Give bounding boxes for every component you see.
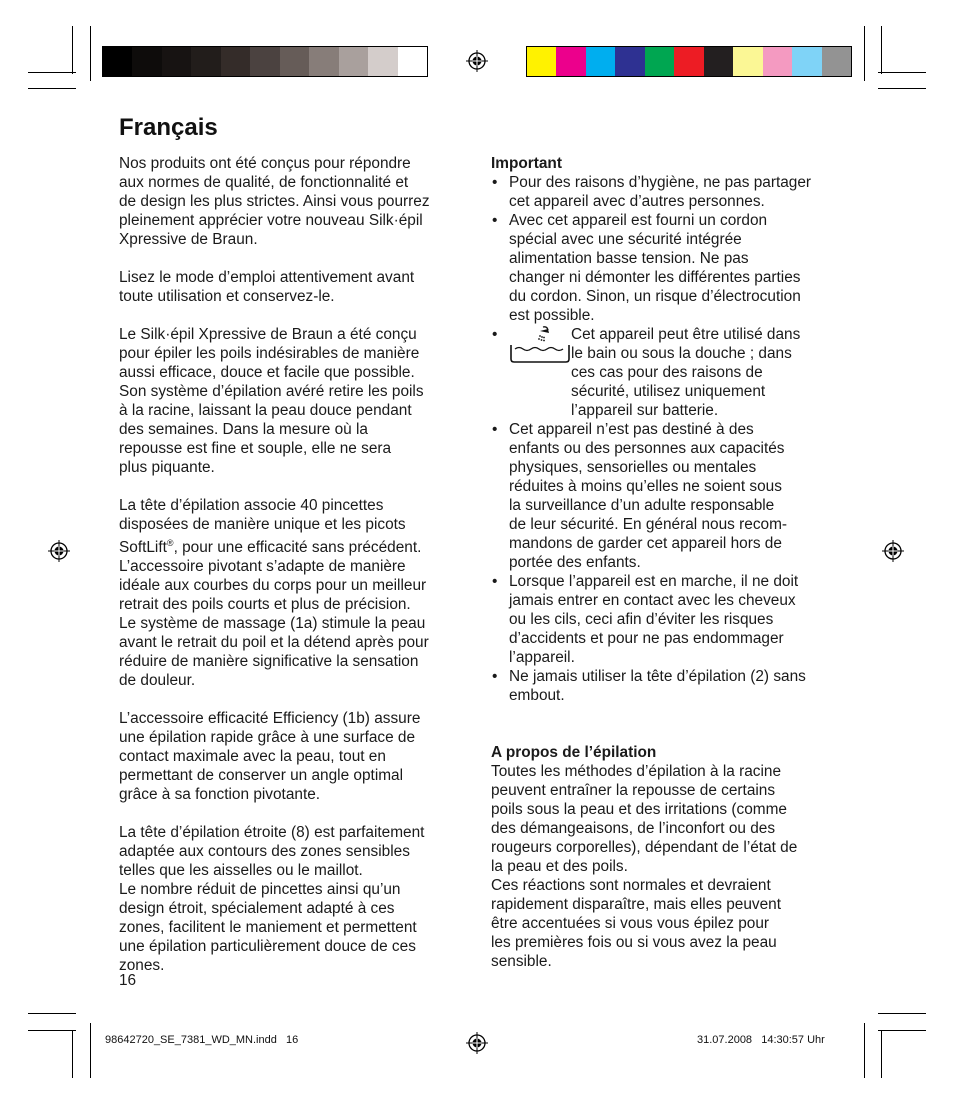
text-line: à la racine, laissant la peau douce pendant [119,402,412,419]
text-line: peuvent entraîner la repousse de certains [491,782,776,799]
paragraph [119,325,471,477]
bullet-item [491,211,841,325]
text-line: Xpressive de Braun. [119,231,258,248]
text-span: SoftLift [119,539,167,557]
paragraph [119,154,471,249]
color-swatch [162,47,191,76]
text-line: permettant de conserver un angle optimal [119,767,404,785]
text-line: physiques, sensorielles ou mentales [509,459,757,476]
text-line: être accentuées si vous vous épilez pour [491,915,770,932]
text-line: • Pour des raisons d’hygiène, ne pas partager [509,174,812,191]
text-line: • Ne jamais utiliser la tête d’épilation (2) sans [509,668,806,685]
color-swatch [527,47,556,76]
text-line: portée des enfants. [509,554,641,571]
crop-mark [878,1030,926,1031]
crop-mark [28,1030,76,1031]
crop-mark [90,26,91,81]
bullet-item [491,667,841,705]
page-title: Français [119,114,218,141]
registration-mark-icon [466,50,488,72]
text-line: design étroit, spécialement adapté à ces [119,900,395,918]
crop-mark [90,1023,91,1078]
text-line: adaptée aux contours des zones sensibles [119,843,410,861]
text-span: , pour une efficacité sans précédent. [173,539,422,557]
softlift-rest [119,557,471,690]
bullet-dot: • [492,326,498,343]
color-swatch-bar [526,46,852,77]
bullet-item [491,420,841,572]
text-line: de douleur. [119,672,196,690]
text-line: jamais entrer en contact avec les cheveux [509,592,796,609]
color-swatch [339,47,368,76]
text-line: embout. [509,687,565,704]
page-number: 16 [119,972,137,989]
softlift-paragraph [119,496,471,690]
text-line: repousse est fine et souple, elle ne sera [119,440,392,457]
bath-bullet [491,325,841,420]
crop-mark [72,26,73,74]
text-line: zones. [119,957,165,975]
safety-bullets [491,420,841,705]
color-swatch [586,47,615,76]
text-line: poils sous la peau et des irritations (comme [491,801,787,818]
bath-shower-icon [509,325,571,365]
footer-file-name: 98642720_SE_7381_WD_MN.indd 16 [105,1034,299,1046]
left-paragraphs [119,154,471,477]
text-line: du cordon. Sinon, un risque d’électrocution [509,288,801,305]
text-line: L’accessoire efficacité Efficiency (1b) assure [119,710,421,728]
grayscale-swatch-bar [102,46,428,77]
color-swatch [191,47,220,76]
text-line: réduites à moins qu’elles ne soient sous [509,478,782,495]
color-swatch [250,47,279,76]
registration-mark-icon [48,540,70,562]
text-line: • Lorsque l’appareil est en marche, il ne doit [509,573,799,590]
text-line: ces cas pour des raisons de [571,364,763,381]
text-line: sécurité, utilisez uniquement [571,383,766,400]
registered-mark: ® [166,538,174,548]
text-line: l’appareil sur batterie. [571,402,719,419]
text-line: sensible. [491,953,552,970]
footer-timestamp: 31.07.2008 14:30:57 Uhr [697,1034,825,1046]
text-line: pleinement apprécier votre nouveau Silk·épil [119,212,423,229]
text-line: Ces réactions sont normales et devraient [491,877,771,894]
text-line: Toutes les méthodes d’épilation à la racine [491,763,782,780]
text-line: Le système de massage (1a) stimule la peau [119,615,426,633]
paragraph [119,709,471,804]
crop-mark [881,26,882,74]
text-line: une épilation rapide grâce à une surface de [119,729,416,747]
crop-mark [881,1030,882,1078]
crop-mark [28,72,76,73]
text-line: L’accessoire pivotant s’adapte de manière [119,558,406,576]
text-line: Son système d’épilation avéré retire les poils [119,383,424,400]
color-swatch [822,47,851,76]
color-swatch [103,47,132,76]
text-line: enfants ou des personnes aux capacités [509,440,785,457]
color-swatch [280,47,309,76]
important-heading: Important [491,155,562,172]
text-line: Cet appareil peut être utilisé dans [571,326,801,343]
right-column [491,154,841,971]
crop-mark [878,1013,926,1014]
crop-mark [878,88,926,89]
crop-mark [864,1023,865,1078]
text-line: aux normes de qualité, de fonctionnalité et [119,174,409,191]
text-line: le bain ou sous la douche ; dans [571,345,792,362]
color-swatch [792,47,821,76]
text-line: des démangeaisons, de l’inconfort ou des [491,820,776,837]
text-line: spécial avec une sécurité intégrée [509,231,742,248]
color-swatch [674,47,703,76]
text-line: retrait des poils courts et plus de précision. [119,596,411,614]
color-swatch [132,47,161,76]
text-line: • Avec cet appareil est fourni un cordon [509,212,768,229]
crop-mark [878,72,926,73]
paragraph [119,823,471,975]
registration-mark-icon [466,1032,488,1054]
bullet-item [491,173,841,211]
text-line: La tête d’épilation étroite (8) est parfaitement [119,824,425,842]
text-line: rougeurs corporelles), dépendant de l’état de [491,839,798,856]
text-line: alimentation basse tension. Ne pas [509,250,749,267]
text-line: de design les plus strictes. Ainsi vous pourrez [119,193,430,210]
text-line: rapidement disparaître, mais elles peuvent [491,896,782,913]
color-swatch [398,47,427,76]
left-paragraphs-after [119,690,471,975]
text-line [119,534,471,557]
text-line: d’accidents et pour ne pas endommager [509,630,784,647]
text-line: avant le retrait du poil et la détend après pour [119,634,429,652]
color-swatch [221,47,250,76]
text-line: pour épiler les poils indésirables de manière [119,345,420,362]
text-line: La tête d’épilation associe 40 pincettes [119,497,384,514]
text-line: mandons de garder cet appareil hors de [509,535,782,552]
color-swatch [309,47,338,76]
text-line: réduire de manière significative la sensation [119,653,419,671]
text-line: Le nombre réduit de pincettes ainsi qu’un [119,881,401,899]
text-line: cet appareil avec d’autres personnes. [509,193,765,210]
text-line: changer ni démonter les différentes parties [509,269,801,286]
text-line: grâce à sa fonction pivotante. [119,786,321,804]
text-line: idéale aux courbes du corps pour un meilleur [119,577,427,595]
bullet-item [491,572,841,667]
text-line: Lisez le mode d’emploi attentivement avant [119,269,415,286]
bath-bullet-text [571,325,800,420]
text-line: des semaines. Dans la mesure où la [119,421,368,438]
crop-mark [864,26,865,81]
color-swatch [368,47,397,76]
paragraph [119,268,471,306]
color-swatch [763,47,792,76]
crop-mark [72,1030,73,1078]
text-line: disposées de manière unique et les picots [119,516,406,533]
text-line: ou les cils, ceci afin d’éviter les risques [509,611,774,628]
text-line: telles que les aisselles ou le maillot. [119,862,363,880]
crop-mark [28,88,76,89]
color-swatch [615,47,644,76]
color-swatch [556,47,585,76]
text-line: plus piquante. [119,459,215,476]
important-bullets [491,173,841,325]
text-line: de leur sécurité. En général nous recom- [509,516,788,533]
text-line: • Cet appareil n’est pas destiné à des [509,421,754,438]
registration-mark-icon [882,540,904,562]
color-swatch [704,47,733,76]
text-line: contact maximale avec la peau, tout en [119,748,386,766]
text-line: toute utilisation et conservez-le. [119,288,335,305]
text-line: Le Silk·épil Xpressive de Braun a été conçu [119,326,417,343]
text-line: l’appareil. [509,649,575,666]
text-line: les premières fois ou si vous avez la peau [491,934,777,951]
text-line: est possible. [509,307,595,324]
color-swatch [733,47,762,76]
about-heading: A propos de l’épilation [491,744,657,761]
color-swatch [645,47,674,76]
about-paragraph [491,762,841,971]
crop-mark [28,1013,76,1014]
text-line: la peau et des poils. [491,858,628,875]
text-line: aussi efficace, douce et facile que possible. [119,364,415,381]
left-column [119,154,471,975]
text-line: la surveillance d’un adulte responsable [509,497,775,514]
text-line: zones, facilitent le maniement et permettent [119,919,417,937]
text-line: Nos produits ont été conçus pour répondre [119,155,411,172]
text-line: une épilation particulièrement douce de ces [119,938,416,956]
